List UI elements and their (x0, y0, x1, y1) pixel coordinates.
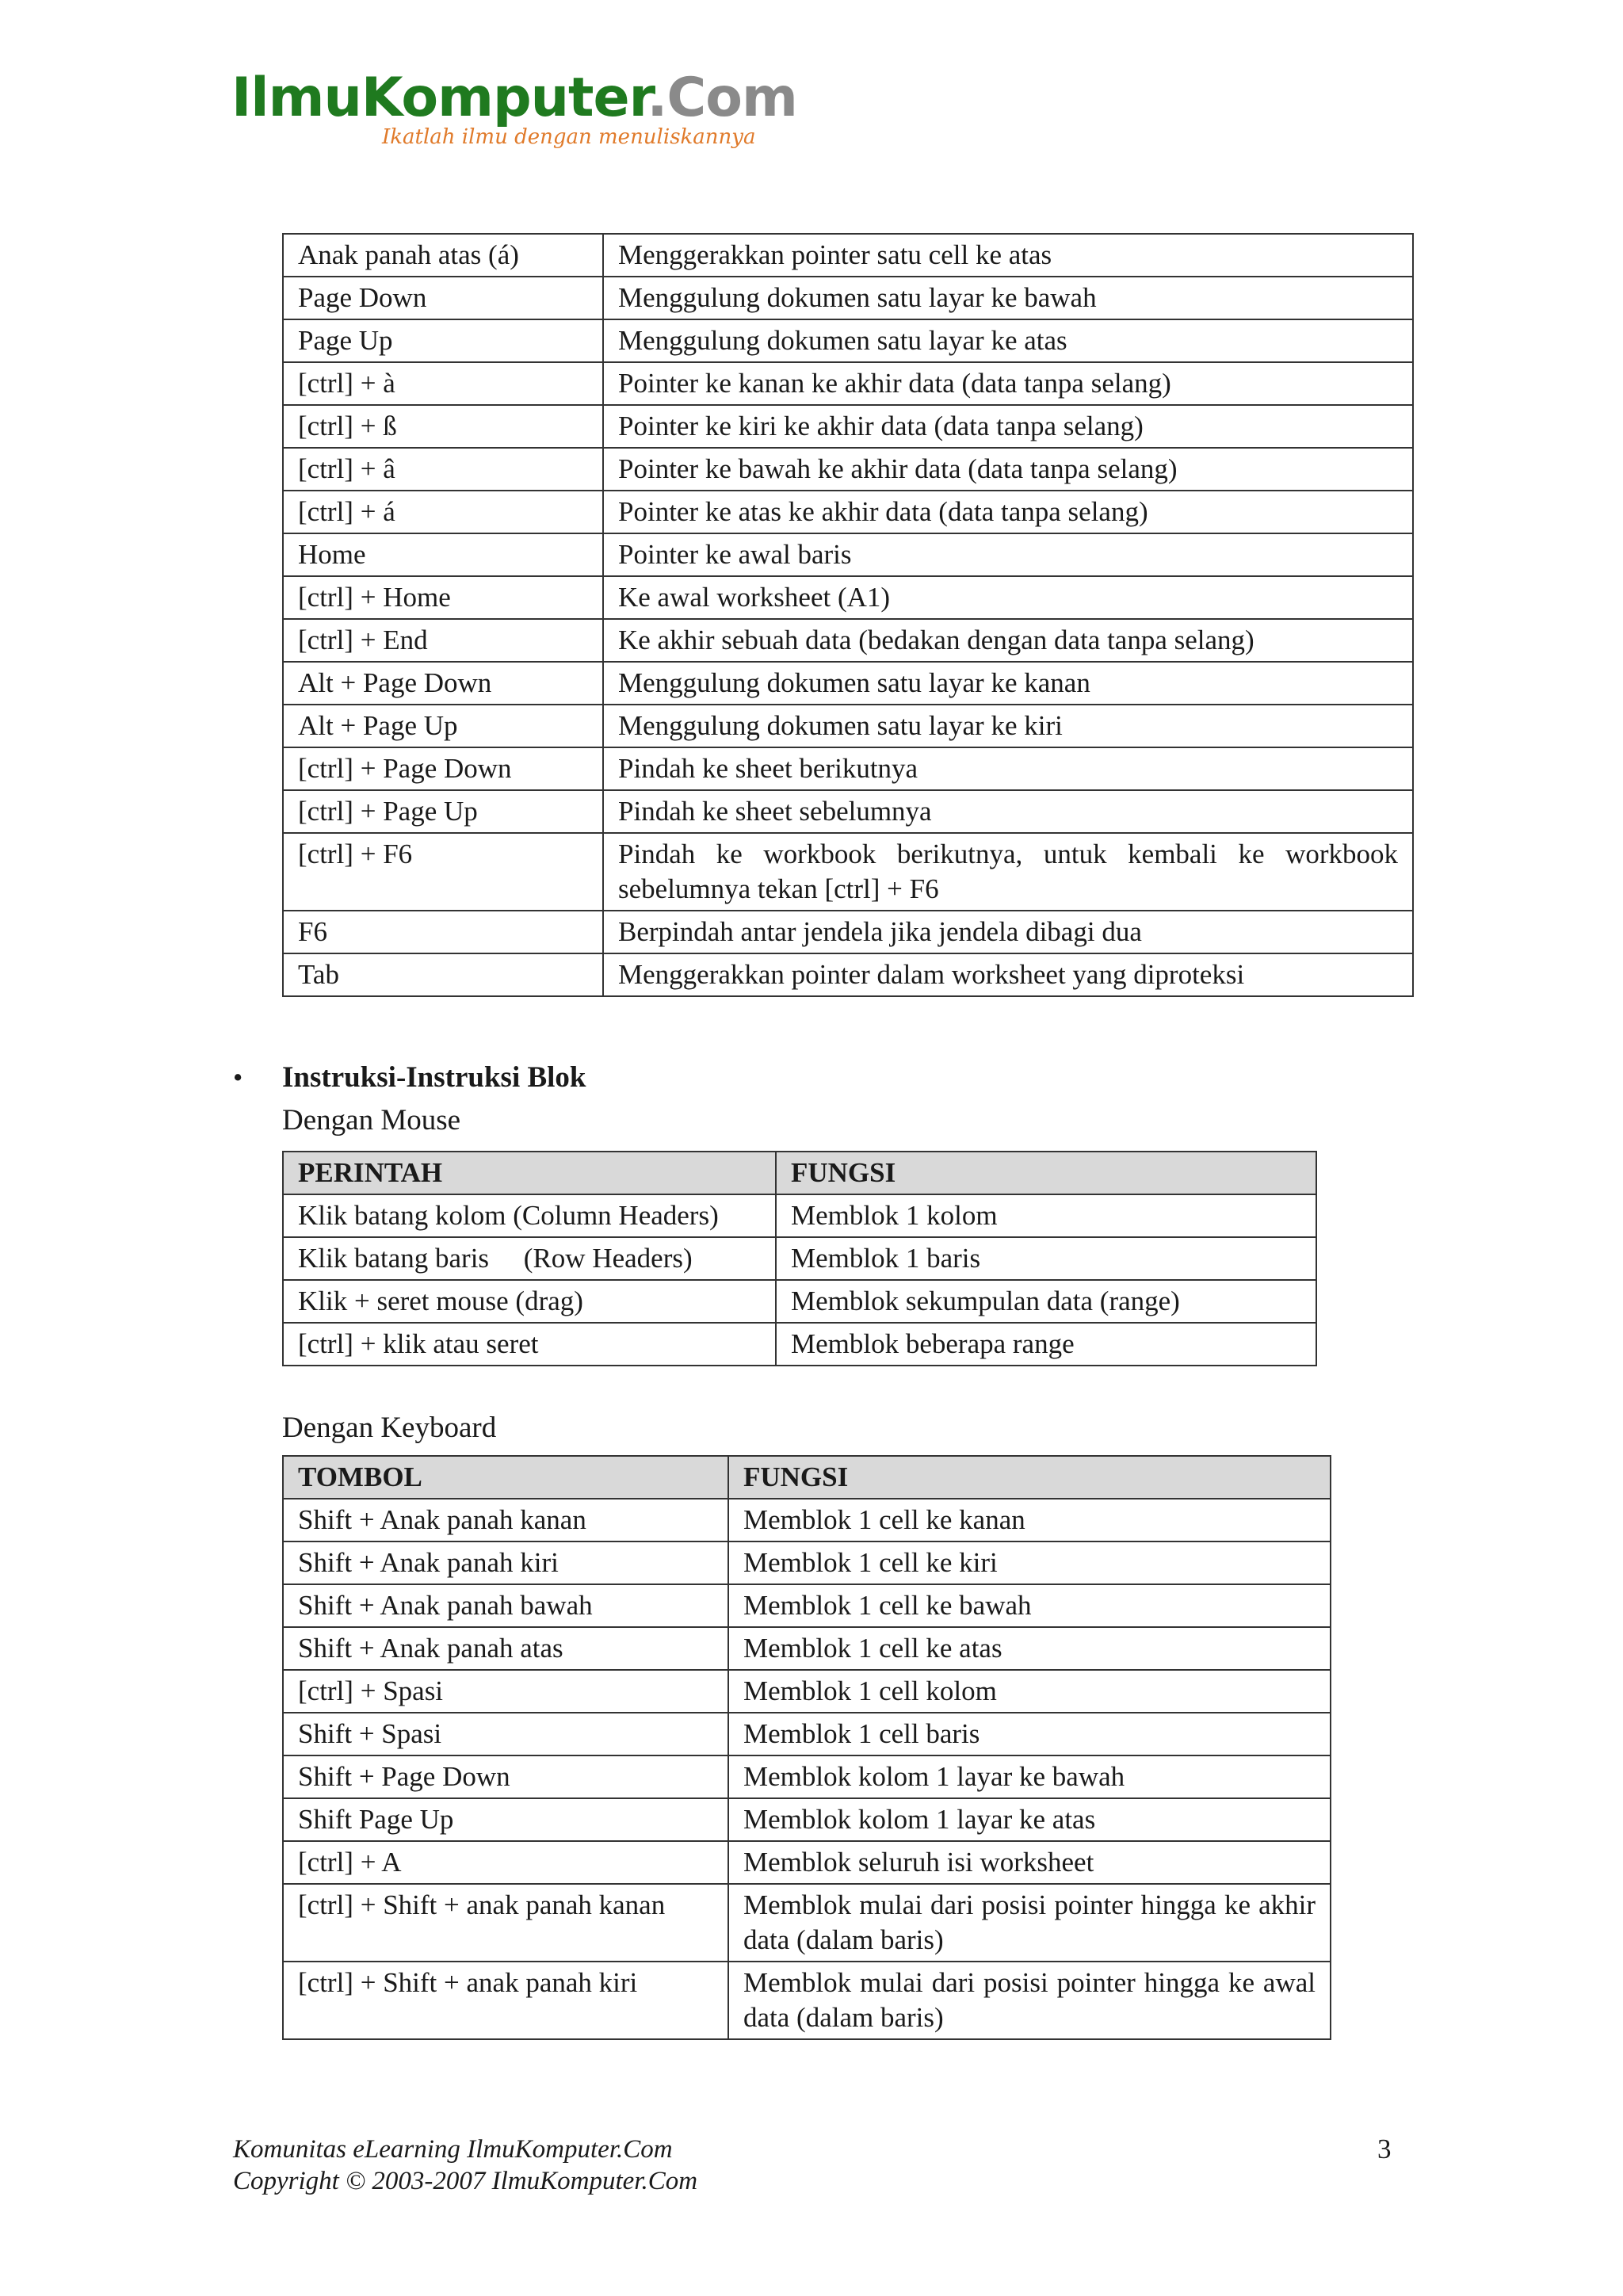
key-cell: Tab (283, 953, 603, 996)
key-cell: [ctrl] + á (283, 491, 603, 533)
table-row (283, 911, 1413, 953)
key-cell: [ctrl] + Shift + anak panah kiri (283, 1962, 728, 2039)
description-cell: Memblok seluruh isi worksheet (728, 1841, 1331, 1884)
keyboard-subheading: Dengan Keyboard (282, 1412, 497, 1444)
keyboard-block-table (282, 1455, 1331, 2040)
logo-wordmark (231, 67, 797, 130)
key-cell: Shift + Spasi (283, 1713, 728, 1755)
table-row (283, 319, 1413, 362)
logo-tagline: Ikatlah ilmu dengan menuliskannya (382, 125, 756, 149)
description-cell: Memblok kolom 1 layar ke atas (728, 1798, 1331, 1841)
page-footer (233, 2134, 697, 2197)
section-title: Instruksi-Instruksi Blok (282, 1061, 586, 1094)
description-cell: Memblok sekumpulan data (range) (776, 1280, 1316, 1323)
header-cell-function: FUNGSI (776, 1152, 1316, 1194)
key-cell: Shift + Anak panah kiri (283, 1541, 728, 1584)
description-cell: Memblok kolom 1 layar ke bawah (728, 1755, 1331, 1798)
key-cell: Shift Page Up (283, 1798, 728, 1841)
key-cell: F6 (283, 911, 603, 953)
table-row (283, 1194, 1316, 1237)
description-cell: Memblok beberapa range (776, 1323, 1316, 1366)
table-row (283, 1798, 1331, 1841)
description-cell: Menggerakkan pointer dalam worksheet yang diproteksi (603, 953, 1413, 996)
key-cell: [ctrl] + à (283, 362, 603, 405)
description-cell: Pindah ke sheet sebelumnya (603, 790, 1413, 833)
description-cell: Pointer ke bawah ke akhir data (data tanpa selang) (603, 448, 1413, 491)
table-header-row (283, 1152, 1316, 1194)
table-row (283, 576, 1413, 619)
key-cell: [ctrl] + Shift + anak panah kanan (283, 1884, 728, 1962)
table-row (283, 662, 1413, 705)
key-cell: Home (283, 533, 603, 576)
table-row (283, 619, 1413, 662)
description-cell: Menggulung dokumen satu layar ke atas (603, 319, 1413, 362)
mouse-block-table (282, 1151, 1317, 1366)
footer-line-community: Komunitas eLearning IlmuKomputer.Com (233, 2135, 673, 2164)
table-row (283, 277, 1413, 319)
key-cell: [ctrl] + Spasi (283, 1670, 728, 1713)
table-row (283, 833, 1413, 911)
table-row (283, 234, 1413, 277)
header-cell-command: PERINTAH (283, 1152, 776, 1194)
key-cell: Klik batang kolom (Column Headers) (283, 1194, 776, 1237)
table-row (283, 1541, 1331, 1584)
table-row (283, 448, 1413, 491)
description-cell: Pointer ke kiri ke akhir data (data tanpa selang) (603, 405, 1413, 448)
header-cell-key: TOMBOL (283, 1456, 728, 1499)
table-row (283, 1584, 1331, 1627)
key-cell: Alt + Page Up (283, 705, 603, 747)
description-cell: Memblok 1 kolom (776, 1194, 1316, 1237)
table-row (283, 1237, 1316, 1280)
shortcut-table (282, 233, 1414, 997)
site-logo (231, 67, 797, 154)
description-cell: Memblok 1 cell ke kanan (728, 1499, 1331, 1541)
key-cell: Klik batang baris (Row Headers) (283, 1237, 776, 1280)
key-cell: Anak panah atas (á) (283, 234, 603, 277)
table-row (283, 1884, 1331, 1962)
description-cell: Pindah ke workbook berikutnya, untuk kembali ke workbook sebelumnya tekan [ctrl] + F6 (603, 833, 1413, 911)
key-cell: [ctrl] + klik atau seret (283, 1323, 776, 1366)
table-row (283, 953, 1413, 996)
table-row (283, 533, 1413, 576)
key-cell: Shift + Anak panah atas (283, 1627, 728, 1670)
description-cell: Memblok 1 cell ke kiri (728, 1541, 1331, 1584)
key-cell: Alt + Page Down (283, 662, 603, 705)
bullet-marker: • (233, 1062, 243, 1093)
table-row (283, 362, 1413, 405)
table-row (283, 1280, 1316, 1323)
description-cell: Menggulung dokumen satu layar ke bawah (603, 277, 1413, 319)
table-row (283, 747, 1413, 790)
table-header-row (283, 1456, 1331, 1499)
key-cell: [ctrl] + A (283, 1841, 728, 1884)
table-row (283, 1499, 1331, 1541)
table-row (283, 1962, 1331, 2039)
key-cell: Klik + seret mouse (drag) (283, 1280, 776, 1323)
table-row (283, 1713, 1331, 1755)
key-cell: [ctrl] + Page Up (283, 790, 603, 833)
description-cell: Memblok 1 cell ke atas (728, 1627, 1331, 1670)
description-cell: Berpindah antar jendela jika jendela dibagi dua (603, 911, 1413, 953)
table-row (283, 405, 1413, 448)
table-row (283, 1755, 1331, 1798)
description-cell: Pindah ke sheet berikutnya (603, 747, 1413, 790)
key-cell: [ctrl] + End (283, 619, 603, 662)
key-cell: [ctrl] + ß (283, 405, 603, 448)
description-cell: Menggulung dokumen satu layar ke kiri (603, 705, 1413, 747)
description-cell: Memblok 1 baris (776, 1237, 1316, 1280)
key-cell: [ctrl] + Page Down (283, 747, 603, 790)
description-cell: Memblok 1 cell kolom (728, 1670, 1331, 1713)
description-cell: Menggulung dokumen satu layar ke kanan (603, 662, 1413, 705)
description-cell: Pointer ke atas ke akhir data (data tanpa selang) (603, 491, 1413, 533)
table-row (283, 790, 1413, 833)
header-cell-function: FUNGSI (728, 1456, 1331, 1499)
table-row (283, 1627, 1331, 1670)
description-cell: Pointer ke kanan ke akhir data (data tanpa selang) (603, 362, 1413, 405)
shortcut-table-body (283, 234, 1413, 996)
description-cell: Memblok mulai dari posisi pointer hingga ke akhir data (dalam baris) (728, 1884, 1331, 1962)
table-row (283, 705, 1413, 747)
key-cell: Shift + Anak panah kanan (283, 1499, 728, 1541)
description-cell: Ke akhir sebuah data (bedakan dengan data tanpa selang) (603, 619, 1413, 662)
key-cell: [ctrl] + F6 (283, 833, 603, 911)
table-row (283, 1670, 1331, 1713)
table-row (283, 1841, 1331, 1884)
footer-line-copyright: Copyright © 2003-2007 IlmuKomputer.Com (233, 2167, 698, 2195)
key-cell: Shift + Page Down (283, 1755, 728, 1798)
keyboard-block-table-body (283, 1456, 1331, 2039)
mouse-subheading: Dengan Mouse (282, 1104, 461, 1137)
description-cell: Ke awal worksheet (A1) (603, 576, 1413, 619)
logo-suffix-text: .Com (647, 67, 797, 129)
key-cell: Page Up (283, 319, 603, 362)
key-cell: [ctrl] + â (283, 448, 603, 491)
table-row (283, 491, 1413, 533)
description-cell: Menggerakkan pointer satu cell ke atas (603, 234, 1413, 277)
key-cell: Page Down (283, 277, 603, 319)
key-cell: Shift + Anak panah bawah (283, 1584, 728, 1627)
description-cell: Memblok mulai dari posisi pointer hingga ke awal data (dalam baris) (728, 1962, 1331, 2039)
description-cell: Memblok 1 cell baris (728, 1713, 1331, 1755)
key-cell: [ctrl] + Home (283, 576, 603, 619)
mouse-block-table-body (283, 1152, 1316, 1366)
table-row (283, 1323, 1316, 1366)
description-cell: Memblok 1 cell ke bawah (728, 1584, 1331, 1627)
description-cell: Pointer ke awal baris (603, 533, 1413, 576)
logo-main-text: IlmuKomputer (231, 67, 647, 129)
page-number: 3 (1377, 2134, 1392, 2164)
